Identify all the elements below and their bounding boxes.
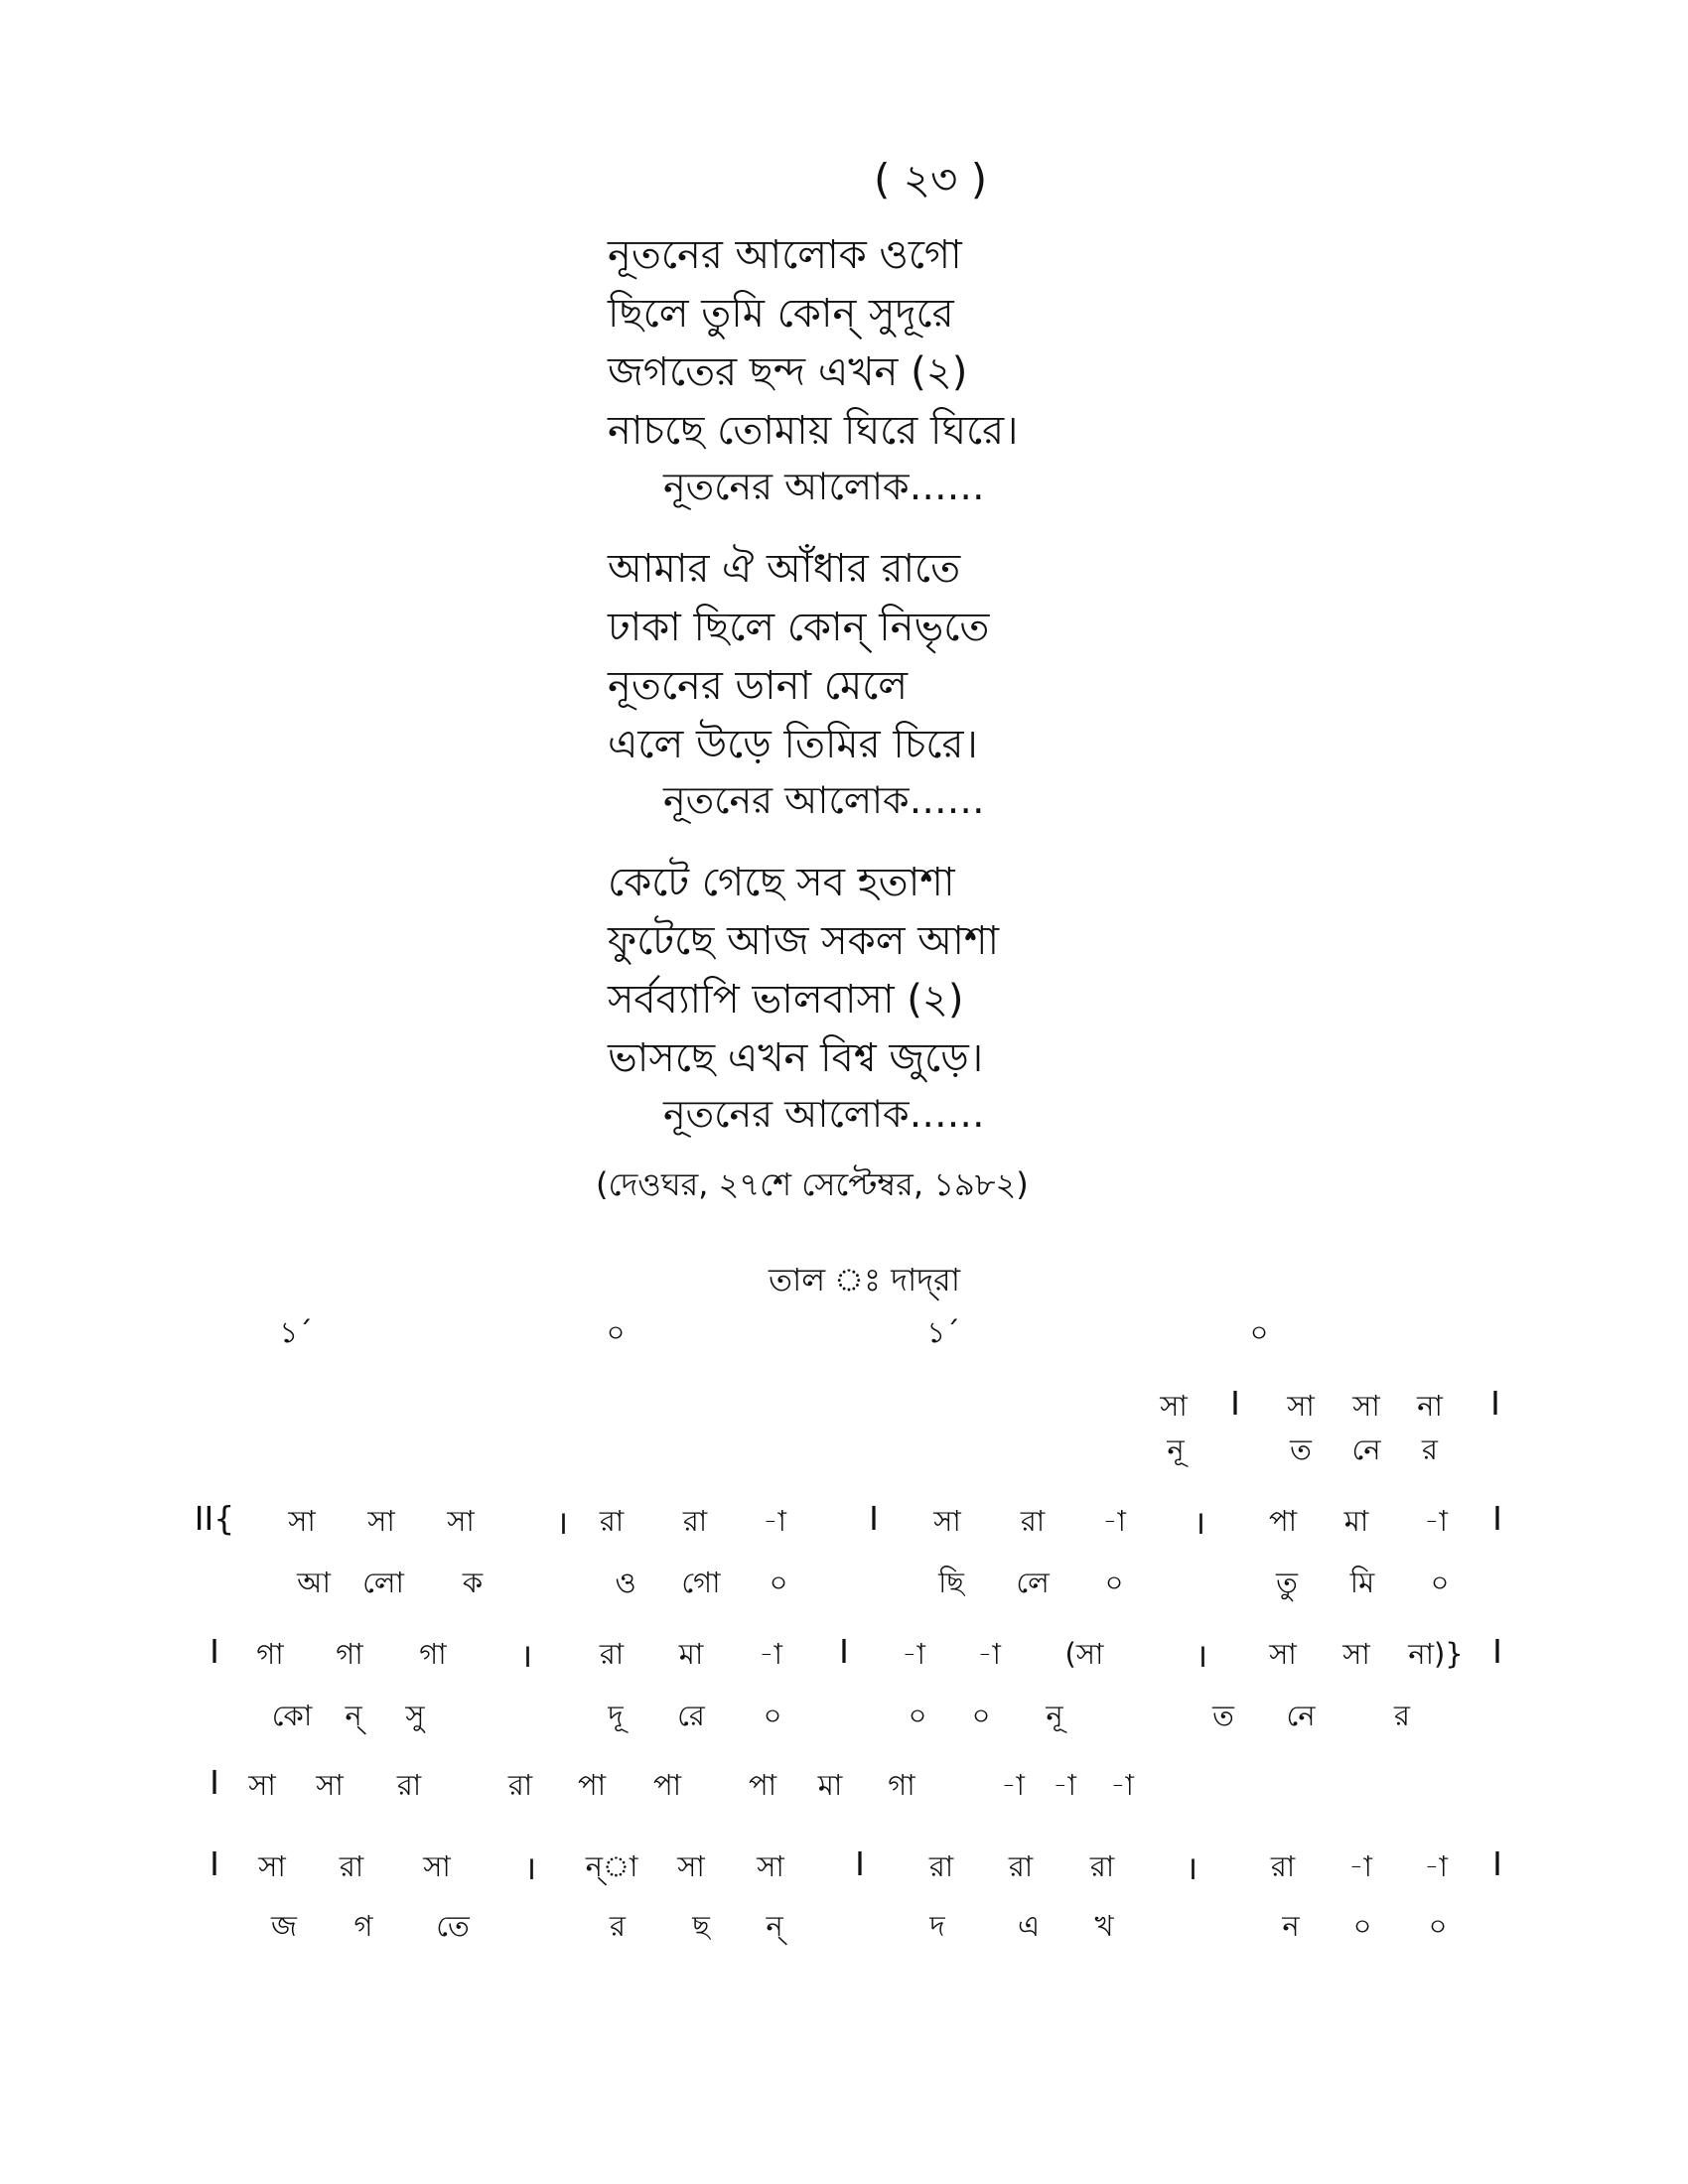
verse-line: নূতনের আলোক ওগো xyxy=(608,232,962,278)
tali-mark: ০ xyxy=(1249,1315,1269,1349)
bar-line: I xyxy=(839,1632,849,1671)
lyric-syllable: নূ xyxy=(1167,1433,1185,1466)
note: পা xyxy=(748,1768,777,1802)
note: -া xyxy=(1001,1768,1025,1802)
note: গা xyxy=(336,1637,363,1671)
note: সা xyxy=(248,1768,276,1802)
verse-line: ছিলে তুমি কোন্ সুদূরে xyxy=(608,291,954,337)
note: -া xyxy=(1348,1849,1372,1883)
bar-line: I xyxy=(210,1763,219,1802)
note: সা xyxy=(933,1504,961,1538)
lyric-syllable: গ xyxy=(353,1909,373,1943)
verse-line: ফুটেছে আজ সকল আশা xyxy=(608,918,1000,964)
verse-line: ভাসছে এখন বিশ্ব জুড়ে। xyxy=(608,1035,984,1081)
note: না xyxy=(1417,1389,1443,1423)
note: রা xyxy=(1020,1504,1046,1538)
lyric-syllable: ন্ xyxy=(345,1699,362,1732)
note: সা xyxy=(316,1768,344,1802)
lyric-syllable: ক xyxy=(462,1566,484,1599)
note: সা xyxy=(1342,1637,1370,1671)
lyric-syllable: জ xyxy=(271,1909,297,1943)
note: মা xyxy=(1343,1504,1369,1538)
tali-mark: ০ xyxy=(606,1315,626,1349)
bar-line: । xyxy=(555,1503,569,1542)
note: রা xyxy=(507,1768,533,1802)
lyric-syllable: এ xyxy=(1017,1909,1041,1943)
lyric-syllable: ০ xyxy=(1104,1566,1124,1599)
note: রা xyxy=(339,1849,364,1883)
lyric-syllable: নে xyxy=(1286,1699,1316,1732)
lyric-syllable: কো xyxy=(271,1699,313,1732)
note: -া xyxy=(1102,1504,1126,1538)
verse-line: কেটে গেছে সব হতাশা xyxy=(608,860,955,905)
lyric-syllable: খ xyxy=(1094,1909,1114,1943)
lyric-syllable: রে xyxy=(677,1699,705,1732)
bar-line: । xyxy=(1195,1636,1208,1675)
note: না)} xyxy=(1408,1637,1464,1671)
note: সা xyxy=(1160,1389,1188,1423)
lyric-syllable: দূ xyxy=(608,1699,624,1732)
note: সা xyxy=(1287,1389,1315,1423)
note: রা xyxy=(928,1849,954,1883)
note: রা xyxy=(1089,1849,1115,1883)
bar-line: । xyxy=(523,1848,537,1887)
lyric-syllable: র xyxy=(1422,1433,1438,1466)
note: সা xyxy=(288,1504,316,1538)
note: (সা xyxy=(1064,1637,1104,1671)
refrain-line: নূতনের আলোক…… xyxy=(663,778,985,822)
lyric-syllable: ও xyxy=(615,1566,636,1599)
bar-line: I xyxy=(1490,1384,1500,1423)
note: রা xyxy=(1270,1849,1296,1883)
bar-line: I xyxy=(210,1844,219,1883)
note: পা xyxy=(577,1768,607,1802)
note: সা xyxy=(423,1849,451,1883)
note: রা xyxy=(396,1768,422,1802)
lyric-syllable: নূ xyxy=(1046,1699,1063,1732)
lyric-syllable: ০ xyxy=(1352,1909,1372,1943)
bar-line: । xyxy=(1193,1503,1206,1542)
bar-line: II{ xyxy=(194,1499,235,1538)
lyric-syllable: ন্ xyxy=(766,1909,783,1943)
lyric-syllable: ছ xyxy=(692,1909,710,1943)
lyric-syllable: তু xyxy=(1276,1566,1298,1599)
bar-line: I xyxy=(210,1632,219,1671)
lyric-syllable: র xyxy=(610,1909,626,1943)
note: পা xyxy=(652,1768,682,1802)
tali-mark: ১´ xyxy=(279,1315,313,1349)
verse-line: আমার ঐ আঁধার রাতে xyxy=(608,546,961,592)
note: -া xyxy=(1424,1849,1448,1883)
lyric-syllable: লো xyxy=(362,1566,404,1599)
note: -া xyxy=(1053,1768,1076,1802)
lyric-syllable: লে xyxy=(1016,1566,1050,1599)
lyric-syllable: ০ xyxy=(908,1699,927,1732)
lyric-syllable: আ xyxy=(297,1566,331,1599)
verse-line: জগতের ছন্দ এখন (২) xyxy=(608,349,968,395)
composition-dateline: (দেওঘর, ২৭শে সেপ্টেম্বর, ১৯৮২) xyxy=(596,1165,1029,1203)
note: -া xyxy=(763,1504,786,1538)
note: -া xyxy=(902,1637,925,1671)
note: ন্‌া xyxy=(585,1849,638,1883)
lyric-syllable: গো xyxy=(681,1566,721,1599)
note: সা xyxy=(367,1504,395,1538)
bar-line: I xyxy=(1492,1499,1502,1538)
note: সা xyxy=(677,1849,705,1883)
note: সা xyxy=(447,1504,475,1538)
note: মা xyxy=(678,1637,704,1671)
bar-line: I xyxy=(1492,1844,1502,1883)
note: -া xyxy=(1110,1768,1134,1802)
refrain-line: নূতনের আলোক…… xyxy=(663,465,985,508)
lyric-syllable: ছি xyxy=(938,1566,964,1599)
note: গা xyxy=(888,1768,915,1802)
tali-mark: ১´ xyxy=(926,1315,960,1349)
verse-line: নাচছে তোমায় ঘিরে ঘিরে। xyxy=(608,408,1019,454)
lyric-syllable: র xyxy=(1394,1699,1410,1732)
note: রা xyxy=(1008,1849,1034,1883)
verse-line: সর্বব্যাপি ভালবাসা (২) xyxy=(608,977,964,1023)
verse-line: এলে উড়ে তিমির চিরে। xyxy=(608,722,978,767)
lyric-syllable: মি xyxy=(1349,1566,1375,1599)
note: সা xyxy=(757,1849,784,1883)
verse-line: নূতনের ডানা মেলে xyxy=(608,663,909,709)
lyric-syllable: ০ xyxy=(1428,1909,1448,1943)
lyric-syllable: ০ xyxy=(769,1566,788,1599)
note: রা xyxy=(599,1637,625,1671)
note: গা xyxy=(256,1637,284,1671)
page-number: ( ২৩ ) xyxy=(874,155,988,204)
lyric-syllable: ০ xyxy=(1430,1566,1450,1599)
note: রা xyxy=(682,1504,708,1538)
lyric-syllable: ন xyxy=(1282,1909,1300,1943)
bar-line: । xyxy=(1185,1848,1198,1887)
verse-line: ঢাকা ছিলে কোন্ নিভৃতে xyxy=(608,605,990,650)
note: সা xyxy=(1352,1389,1380,1423)
note: সা xyxy=(258,1849,286,1883)
note: গা xyxy=(419,1637,447,1671)
lyric-syllable: সু xyxy=(405,1699,425,1732)
note: পা xyxy=(1268,1504,1298,1538)
lyric-syllable: ০ xyxy=(971,1699,991,1732)
note: রা xyxy=(599,1504,625,1538)
note: -া xyxy=(759,1637,782,1671)
refrain-line: নূতনের আলোক…… xyxy=(663,1092,985,1136)
lyric-syllable: নে xyxy=(1351,1433,1381,1466)
bar-line: I xyxy=(869,1499,879,1538)
lyric-syllable: দ xyxy=(929,1909,945,1943)
note: সা xyxy=(1269,1637,1297,1671)
lyric-syllable: তে xyxy=(436,1909,470,1943)
lyric-syllable: ত xyxy=(1290,1433,1312,1466)
note: মা xyxy=(817,1768,843,1802)
bar-line: I xyxy=(855,1844,865,1883)
bar-line: I xyxy=(1492,1632,1502,1671)
tala-label: তাল ঃ দাদ্‌রা xyxy=(769,1261,960,1298)
lyric-syllable: ০ xyxy=(763,1699,782,1732)
bar-line: I xyxy=(1230,1384,1240,1423)
note: -া xyxy=(1424,1504,1448,1538)
bar-line: । xyxy=(519,1636,533,1675)
note: -া xyxy=(977,1637,1001,1671)
lyric-syllable: ত xyxy=(1212,1699,1234,1732)
